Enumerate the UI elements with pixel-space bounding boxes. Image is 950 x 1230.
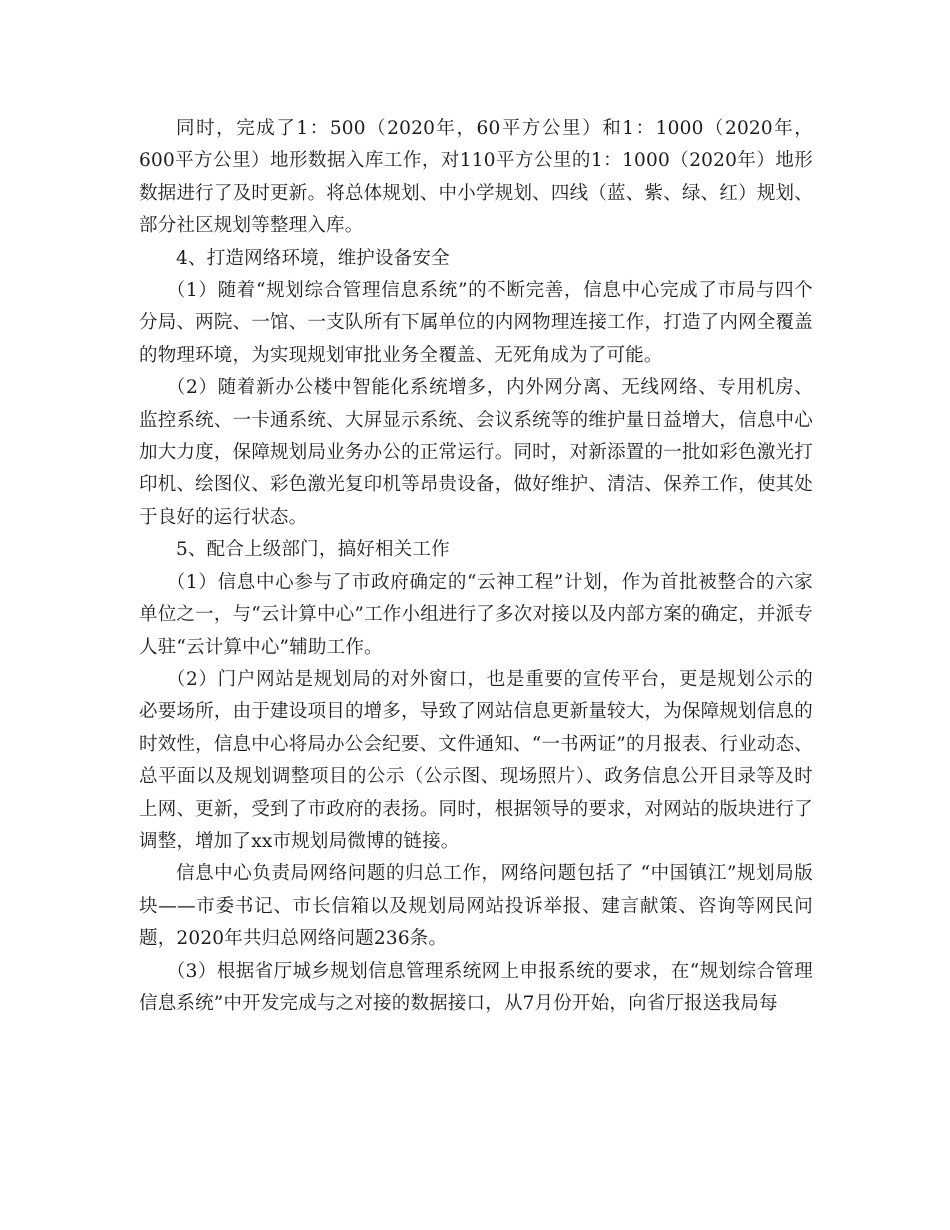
paragraph-portal-website: （2）门户网站是规划局的对外窗口，也是重要的宣传平台，更是规划公示的必要场所，由于建设项目的增多，导致了网站信息更新量较大，为保障规划信息的时效性，信息中心将局办公会纪要、文件通知、“一书两证”的月报表、行业动态、总平面以及规划调整项目的公示（公示图、现场照片）、政务信息公开目录等及时上网、更新，受到了市政府的表扬。同时，根据领导的要求，对网站的版块进行了调整，增加了xx市规划局微博的链接。 (139, 668, 813, 852)
paragraph-smart-systems: （2）随着新办公楼中智能化系统增多，内外网分离、无线网络、专用机房、监控系统、一卡通系统、大屏显示系统、会议系统等的维护量日益增大，信息中心加大力度，保障规划局业务办公的正常运行。同时，对新添置的一批如彩色激光打印机、绘图仪、彩色激光复印机等昂贵设备，做好维护、清洁、保养工作，使其处于良好的运行状态。 (139, 377, 813, 528)
paragraph-data-interface: （3）根据省厅城乡规划信息管理系统网上申报系统的要求，在“规划综合管理信息系统”中开发完成与之对接的数据接口，从7月份开始，向省厅报送我局每 (139, 960, 813, 1014)
section-heading-network: 4、打造网络环境，维护设备安全 (176, 247, 450, 269)
paragraph-cloud-project: （1）信息中心参与了市政府确定的“云神工程”计划，作为首批被整合的六家单位之一，与“云计算中心”工作小组进行了多次对接以及内部方案的确定，并派专人驻“云计算中心”辅助工作。 (139, 571, 813, 658)
section-heading-cooperation: 5、配合上级部门，搞好相关工作 (176, 539, 450, 561)
paragraph-intranet: （1）随着“规划综合管理信息系统”的不断完善，信息中心完成了市局与四个分局、两院、一馆、一支队所有下属单位的内网物理连接工作，打造了内网全覆盖的物理环境，为实现规划审批业务全覆盖、无死角成为了可能。 (139, 280, 813, 366)
paragraph-network-issues: 信息中心负责局网络问题的归总工作，网络问题包括了 “中国镇江”规划局版块——市委书记、市长信箱以及规划局网站投诉举报、建言献策、咨询等网民问题，2020年共归总网络问题236条。 (139, 863, 813, 950)
paragraph-terrain-data: 同时，完成了1：500（2020年，60平方公里）和1：1000（2020年，600平方公里）地形数据入库工作，对110平方公里的1：1000（2020年）地形数据进行了及时更新。将总体规划、中小学规划、四线（蓝、紫、绿、红）规划、部分社区规划等整理入库。 (139, 118, 813, 237)
